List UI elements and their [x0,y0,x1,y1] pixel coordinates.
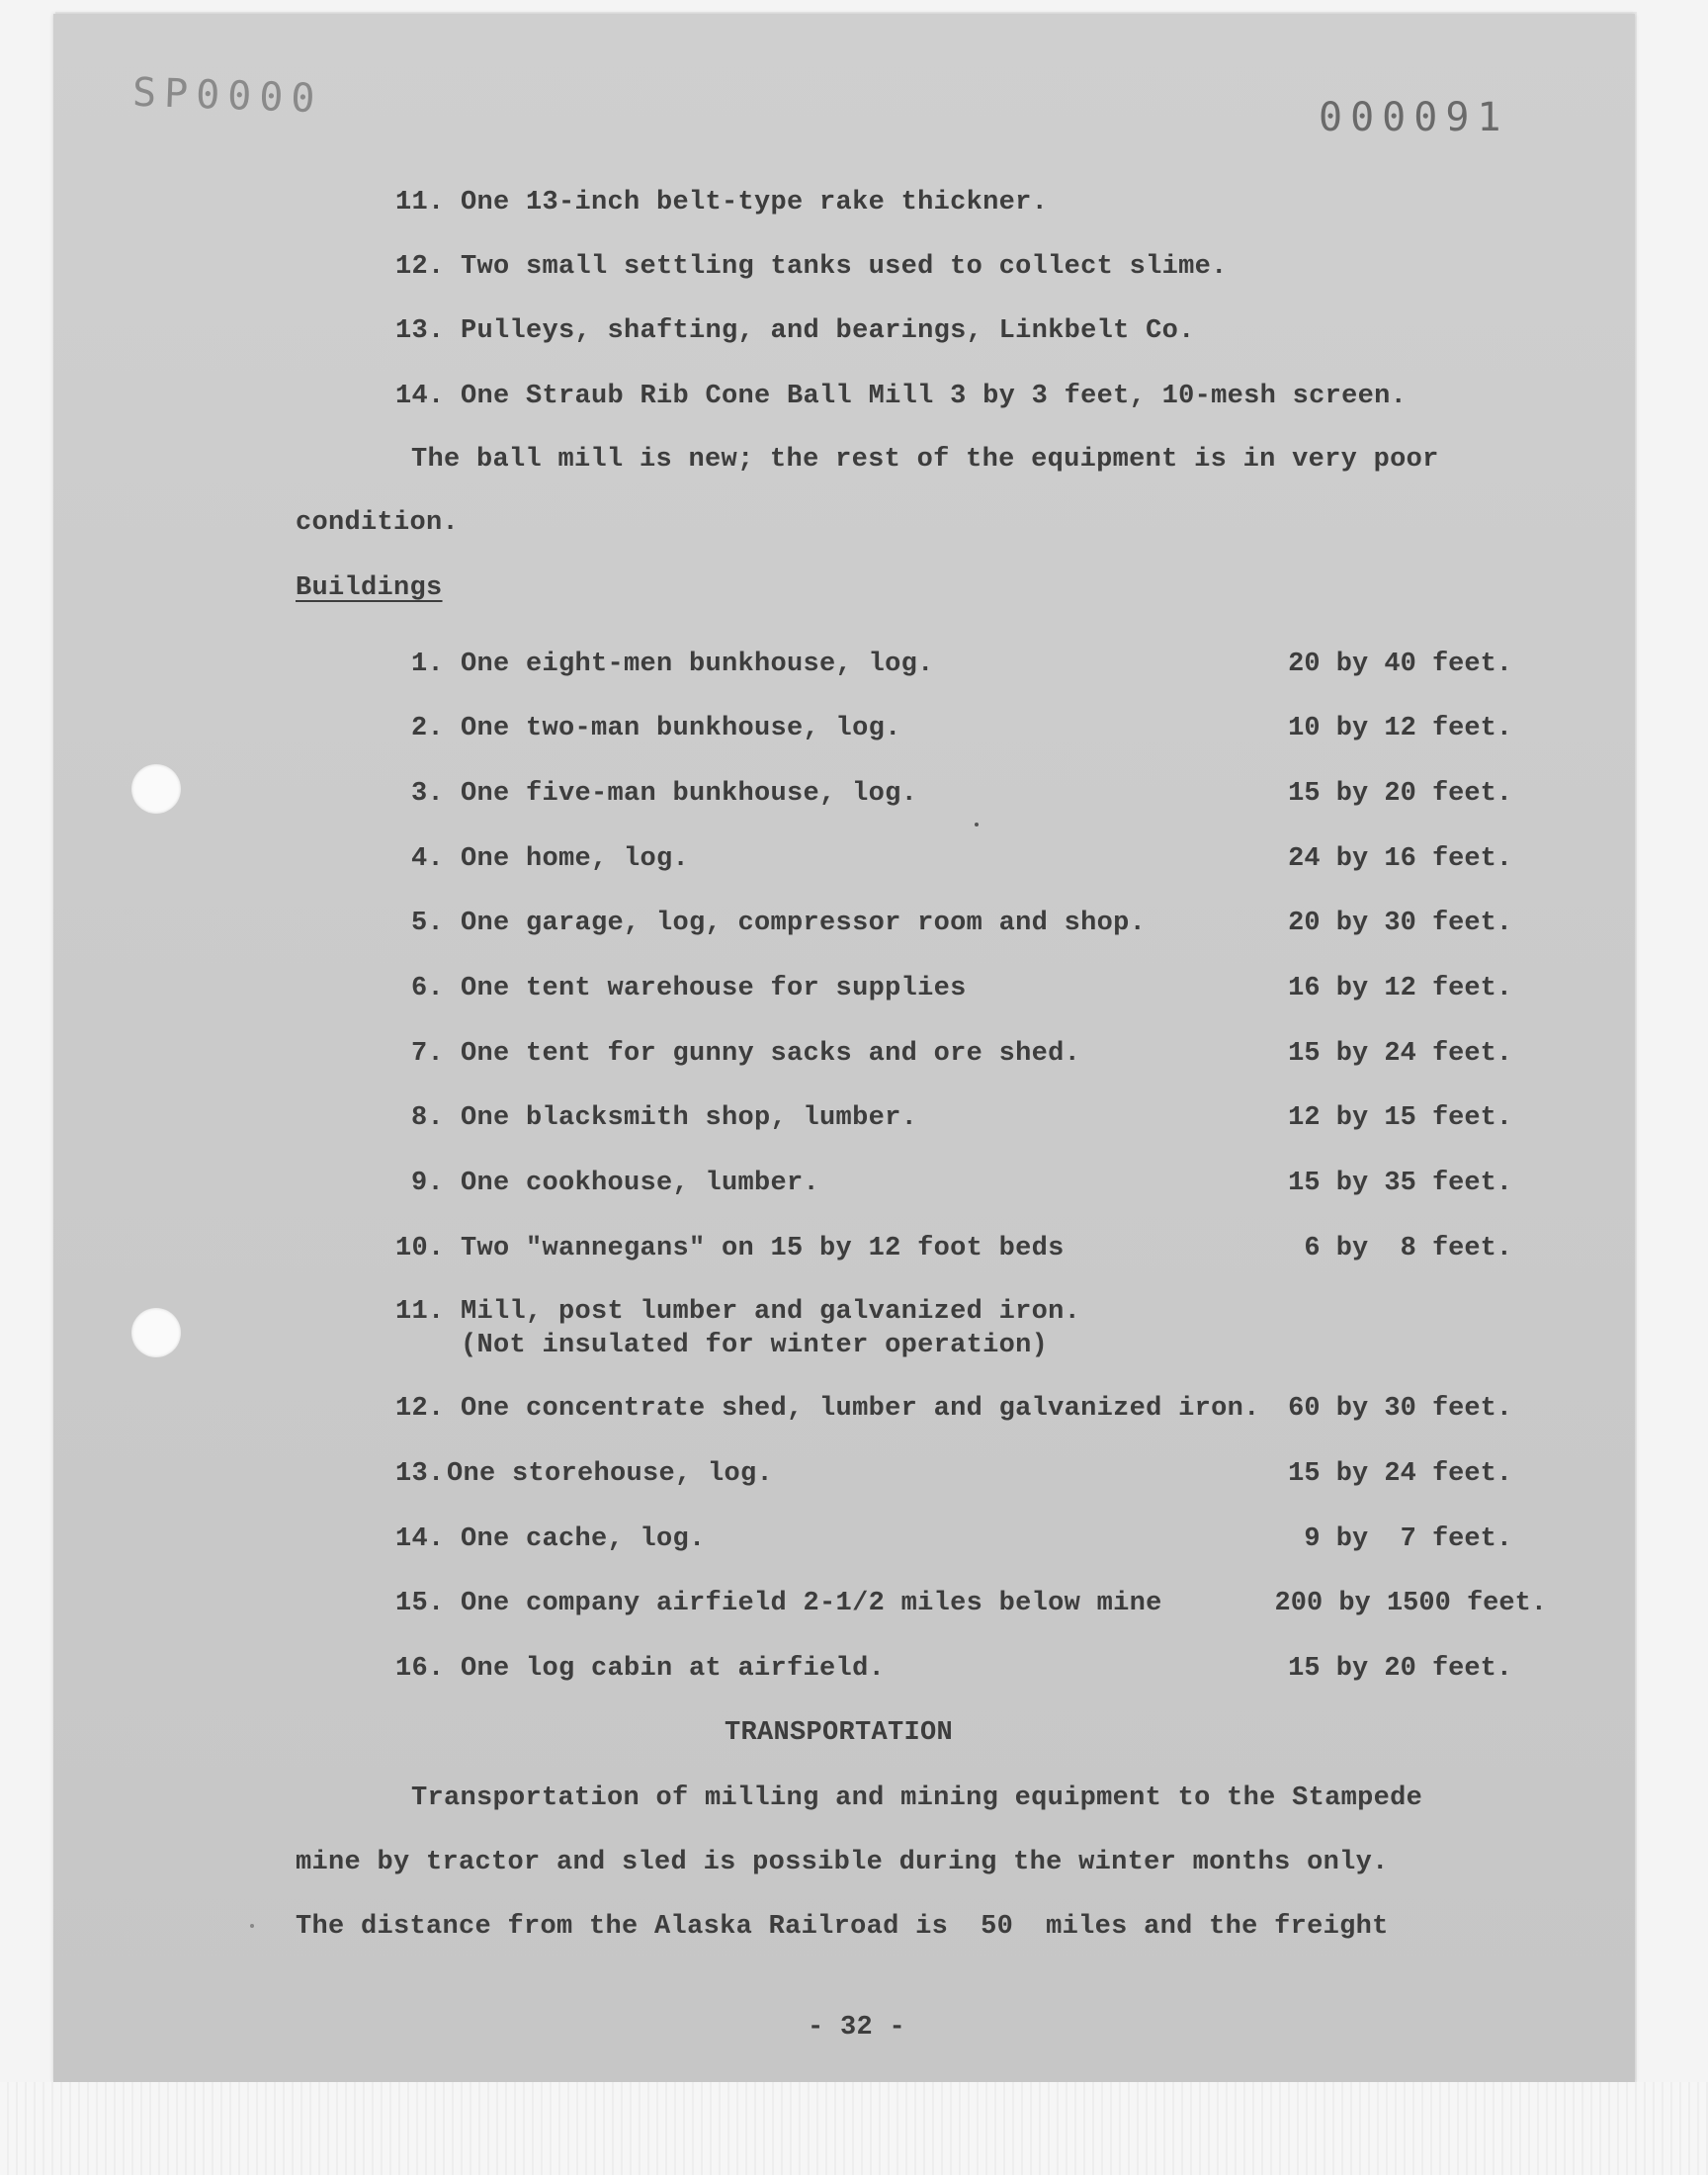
equipment-note-line2: condition. [296,508,460,538]
building-num: 10. [395,1234,445,1263]
building-num: 15. [395,1589,445,1618]
building-num: 3. [411,779,445,809]
equipment-item-num: 13. [395,316,445,346]
building-text: One home, log. [461,844,690,874]
page-number: - 32 - [808,2013,906,2043]
building-dims: 16 by 12 feet. [1288,974,1512,1003]
equipment-item-text: One Straub Rib Cone Ball Mill 3 by 3 feet, 10-mesh screen. [461,382,1408,411]
building-text: One company airfield 2-1/2 miles below mine [461,1589,1162,1618]
paper-speck [975,823,979,826]
building-num: 14. [395,1524,445,1554]
building-num: 5. [411,909,445,938]
building-dims: 6 by 8 feet. [1304,1234,1512,1263]
building-num: 7. [411,1039,445,1069]
building-text: One tent warehouse for supplies [461,974,967,1003]
building-dims: 20 by 30 feet. [1288,909,1512,938]
building-text: One concentrate shed, lumber and galvanized iron. [461,1394,1260,1424]
paper-speck [250,1924,254,1928]
punch-hole-bottom [131,1308,181,1357]
building-dims: 12 by 15 feet. [1288,1103,1512,1133]
building-num: 8. [411,1103,445,1133]
building-text: One eight-men bunkhouse, log. [461,650,934,679]
building-num: 9. [411,1169,445,1198]
building-num: 16. [395,1654,445,1684]
transportation-line3: The distance from the Alaska Railroad is 50 miles and the freight [296,1912,1389,1942]
equipment-item-text: Two small settling tanks used to collect slime. [461,252,1228,282]
building-text-line2: (Not insulated for winter operation) [461,1331,1049,1360]
punch-hole-top [131,764,181,814]
building-num: 11. [395,1297,445,1327]
building-text: One two-man bunkhouse, log. [461,714,901,743]
building-text: One cookhouse, lumber. [461,1169,820,1198]
equipment-item-text: One 13-inch belt-type rake thickner. [461,188,1049,218]
building-dims: 9 by 7 feet. [1304,1524,1512,1554]
equipment-note-line1: The ball mill is new; the rest of the equipment is in very poor [411,445,1439,475]
transportation-line2: mine by tractor and sled is possible during the winter months only. [296,1848,1389,1877]
building-text: One storehouse, log. [447,1459,774,1489]
building-dims: 60 by 30 feet. [1288,1394,1512,1424]
building-dims: 24 by 16 feet. [1288,844,1512,874]
building-dims: 200 by 1500 feet. [1274,1589,1547,1618]
building-text: One cache, log. [461,1524,706,1554]
building-dims: 15 by 24 feet. [1288,1039,1512,1069]
building-text: One blacksmith shop, lumber. [461,1103,918,1133]
transportation-line1: Transportation of milling and mining equipment to the Stampede [411,1784,1423,1813]
building-num: 4. [411,844,445,874]
building-dims: 15 by 35 feet. [1288,1169,1512,1198]
stamp-left: SP0000 [131,69,324,123]
building-text: One garage, log, compressor room and shop. [461,909,1147,938]
building-dims: 20 by 40 feet. [1288,650,1512,679]
building-num: 12. [395,1394,445,1424]
building-num: 13. [395,1459,445,1489]
building-num: 6. [411,974,445,1003]
building-text: Mill, post lumber and galvanized iron. [461,1297,1081,1327]
building-num: 1. [411,650,445,679]
building-text: One tent for gunny sacks and ore shed. [461,1039,1081,1069]
equipment-item-num: 11. [395,188,445,218]
building-dims: 15 by 24 feet. [1288,1459,1512,1489]
building-text: One five-man bunkhouse, log. [461,779,918,809]
transportation-heading: TRANSPORTATION [725,1718,954,1748]
building-dims: 10 by 12 feet. [1288,714,1512,743]
scanner-bed [0,2082,1708,2175]
equipment-item-num: 14. [395,382,445,411]
buildings-heading: Buildings [296,573,443,603]
building-num: 2. [411,714,445,743]
equipment-item-num: 12. [395,252,445,282]
paper-sheet [53,14,1635,2082]
building-dims: 15 by 20 feet. [1288,1654,1512,1684]
stamp-right: 000091 [1319,95,1509,140]
building-dims: 15 by 20 feet. [1288,779,1512,809]
building-text: Two "wannegans" on 15 by 12 foot beds [461,1234,1065,1263]
building-text: One log cabin at airfield. [461,1654,886,1684]
equipment-item-text: Pulleys, shafting, and bearings, Linkbelt Co. [461,316,1195,346]
